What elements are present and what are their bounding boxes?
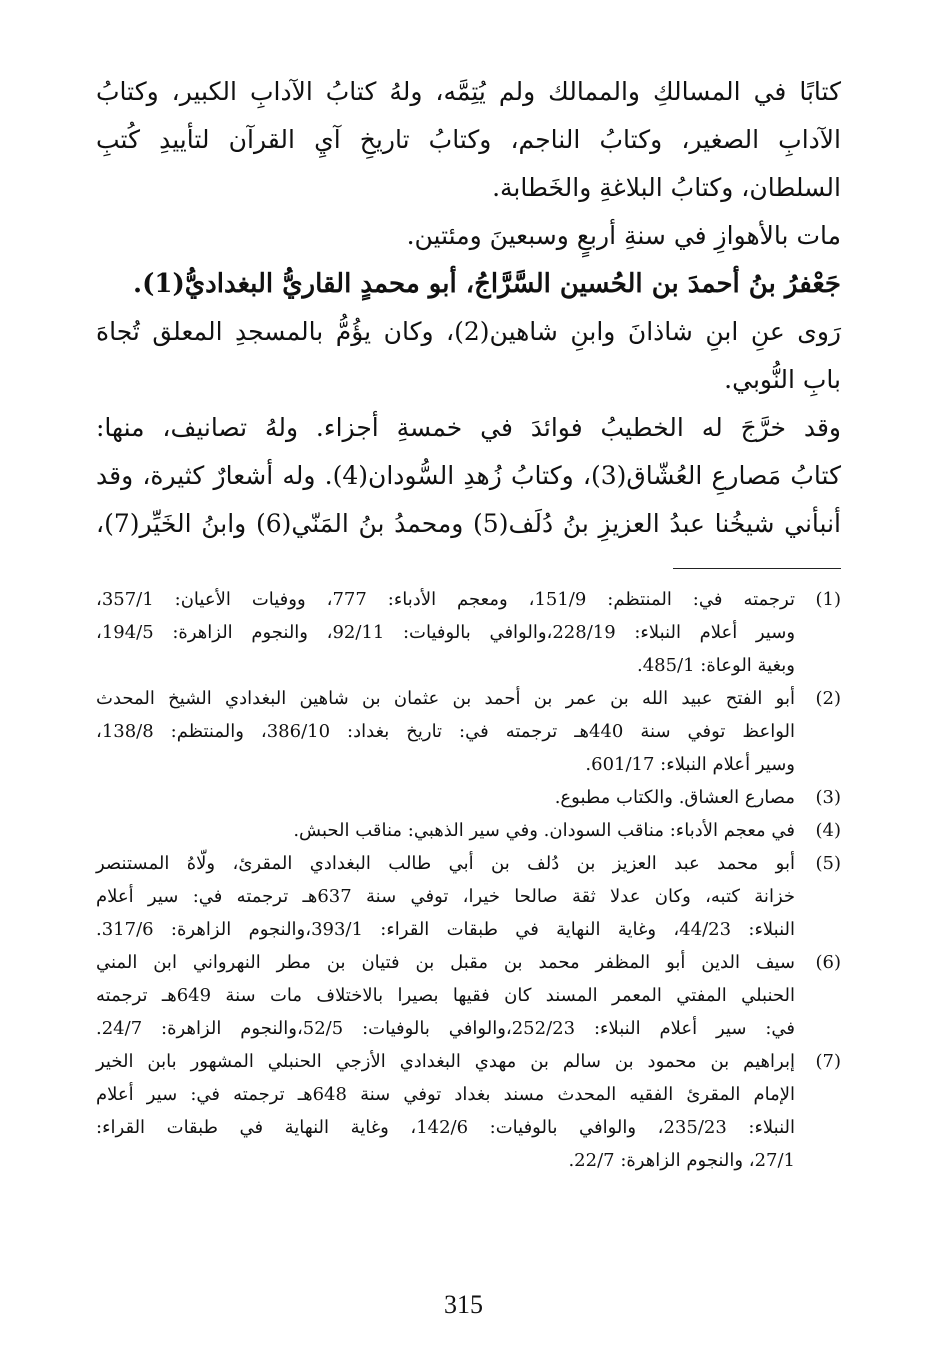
text-line: الآدابِ الصغير، وكتابُ الناجم، وكتابُ تاريخِ آيِ القرآن لتأييدِ كُتبِ	[96, 125, 841, 154]
footnote-line: أبو الفتح عبيد الله بن عمر بن أحمد بن عثمان بن شاهين البغدادي الشيخ المحدث	[96, 688, 795, 709]
footnote-number: (5)	[815, 853, 841, 874]
footnote-number: (2)	[815, 688, 841, 709]
page-number: 315	[444, 1290, 483, 1319]
footnote-line: ترجمته في: المنتظم: 151/9، ومعجم الأدباء: 777، ووفيات الأعيان: 357/1،	[96, 589, 795, 610]
footnote-number: (6)	[815, 952, 841, 973]
footnote-line: النبلاء: 235/23، والوافي بالوفيات: 142/6، وغاية النهاية في طبقات القراء:	[96, 1117, 795, 1138]
footnote-number: (7)	[815, 1051, 841, 1072]
footnote-2	[96, 682, 841, 781]
text-line: أنبأني شيخُنا عبدُ العزيزِ بنُ دُلَف(5) ومحمدُ بنُ المَنّي(6) وابنُ الخَيِّر(7)،	[96, 509, 841, 538]
footnotes	[96, 583, 841, 1177]
footnote-line: وبغية الوعاة: 485/1.	[636, 655, 795, 676]
footnote-line: مصارع العشاق. والكتاب مطبوع.	[554, 787, 795, 808]
footnote-line: 27/1، والنجوم الزاهرة: 22/7.	[568, 1150, 795, 1171]
footnote-line: في: سير أعلام النبلاء: 252/23،والوافي بالوفيات: 52/5،والنجوم الزاهرة: 24/7.	[96, 1018, 796, 1039]
footnote-line: النبلاء: 44/23، وغاية النهاية في طبقات القراء: 393/1،والنجوم الزاهرة: 317/6.	[96, 919, 796, 940]
footnote-3	[96, 781, 841, 814]
footnote-line: وسير أعلام النبلاء: 228/19،والوافي بالوفيات: 92/11، والنجوم الزاهرة: 194/5،	[96, 622, 796, 643]
footnote-1	[96, 583, 841, 682]
text-line: كتابًا في المسالكِ والممالك ولم يُتِمَّه، ولهُ كتابُ الآدابِ الكبير، وكتابُ	[96, 77, 841, 106]
footnote-line: في معجم الأدباء: مناقب السودان. وفي سير الذهبي: مناقب الحبش.	[293, 820, 795, 841]
footnote-line: الإمام المقرئ الفقيه المحدث مسند بغداد توفي سنة 648هـ ترجمته في: سير أعلام	[96, 1084, 796, 1105]
footnote-number: (1)	[815, 589, 841, 610]
footnote-6	[96, 946, 841, 1045]
text-line: وقد خرَّجَ له الخطيبُ فوائدَ في خمسةِ أجزاء. ولهُ تصانيف، منها:	[96, 413, 841, 442]
text-line: بابِ النُّوبي.	[724, 365, 841, 394]
entry-heading: جَعْفرُ بنُ أحمدَ بن الحُسين السَّرَّاجُ، أبو محمدٍ القاريُّ البغداديُّ(1).	[133, 269, 841, 299]
footnote-line: الحنبلي المفتي المعمر المسند كان فقيها بصيرا بالاختلاف مات سنة 649هـ ترجمته	[96, 985, 796, 1006]
footnote-line: وسير أعلام النبلاء: 601/17.	[585, 754, 795, 775]
footnote-line: أبو محمد عبد العزيز بن دُلف بن أبي طالب البغدادي المقرئ، ولّاهُ المستنصر	[96, 853, 795, 874]
footnote-7	[96, 1045, 841, 1177]
main-text	[96, 68, 841, 548]
text-line: السلطان، وكتابُ البلاغةِ والخَطابة.	[492, 173, 841, 202]
text-line: كتابُ مَصارعِ العُشّاق(3)، وكتابُ زُهدِ السُّودان(4). وله أشعارٌ كثيرة، وقد	[96, 461, 841, 490]
text-line: رَوى عنِ ابنِ شاذانَ وابنِ شاهين(2)، وكان يؤُمُّ بالمسجدِ المعلق تُجاهَ	[96, 317, 841, 346]
footnote-line: إبراهيم بن محمود بن سالم بن مهدي البغدادي الأزجي الحنبلي المشهور بابن الخير	[96, 1051, 795, 1072]
footnote-line: الواعظ توفي سنة 440هـ ترجمته في: تاريخ بغداد: 386/10، والمنتظم: 138/8،	[96, 721, 796, 742]
footnote-separator	[673, 568, 841, 569]
footnote-line: خزانة كتبه، وكان عدلا ثقة صالحا خيرا، توفي سنة 637هـ ترجمته في: سير أعلام	[96, 886, 796, 907]
footnote-number: (4)	[815, 820, 841, 841]
text-line: مات بالأهوازِ في سنةِ أربعٍ وسبعينَ ومئتين.	[406, 221, 841, 250]
footnote-4	[96, 814, 841, 847]
footnote-5	[96, 847, 841, 946]
footnote-line: سيف الدين أبو المظفر محمد بن مقبل بن فتيان بن مطر النهرواني ابن المني	[96, 952, 795, 973]
footnote-number: (3)	[815, 787, 841, 808]
